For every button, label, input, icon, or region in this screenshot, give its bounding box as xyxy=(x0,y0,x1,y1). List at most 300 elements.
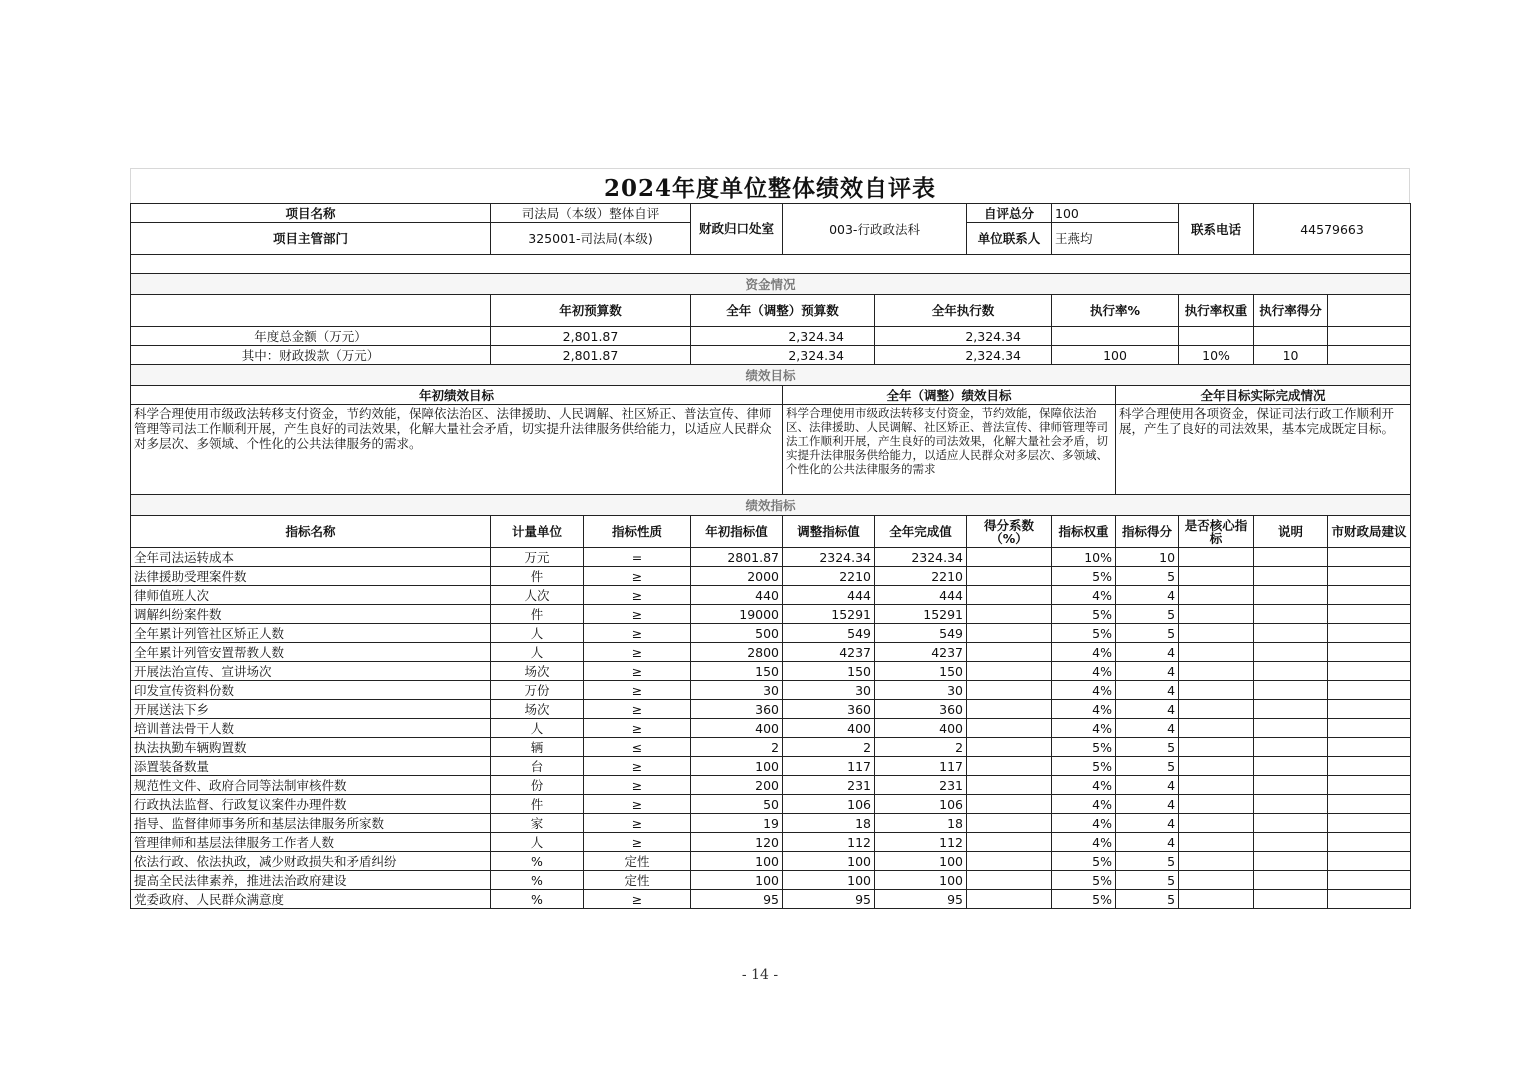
funds-header-score: 执行率得分 xyxy=(1254,295,1328,327)
indicator-unit: 人 xyxy=(491,719,584,738)
indicator-nature: ≥ xyxy=(584,586,691,605)
indicator-weight: 10% xyxy=(1052,548,1116,567)
indicator-row xyxy=(131,605,1411,624)
score-value: 100 xyxy=(1052,204,1179,223)
indicator-note xyxy=(1254,605,1328,624)
indicator-advice xyxy=(1328,738,1411,757)
indicator-adjusted: 15291 xyxy=(783,605,875,624)
indicator-adjusted: 117 xyxy=(783,757,875,776)
indicator-actual: 400 xyxy=(875,719,967,738)
ind-header-score: 指标得分 xyxy=(1116,516,1179,548)
indicator-adjusted: 2 xyxy=(783,738,875,757)
indicator-initial: 2800 xyxy=(691,643,783,662)
indicator-core xyxy=(1179,681,1254,700)
indicator-note xyxy=(1254,738,1328,757)
funds-section-row xyxy=(131,274,1411,295)
indicator-row xyxy=(131,567,1411,586)
indicator-unit: 万份 xyxy=(491,681,584,700)
indicator-row xyxy=(131,871,1411,890)
contact-label: 单位联系人 xyxy=(967,223,1052,255)
indicator-score: 5 xyxy=(1116,567,1179,586)
indicator-initial: 100 xyxy=(691,757,783,776)
funds-score xyxy=(1254,327,1328,346)
funds-header-executed: 全年执行数 xyxy=(875,295,1052,327)
ind-header-note: 说明 xyxy=(1254,516,1328,548)
indicator-weight: 5% xyxy=(1052,890,1116,909)
indicator-weight: 4% xyxy=(1052,700,1116,719)
indicator-coef xyxy=(967,700,1052,719)
indicator-score: 5 xyxy=(1116,624,1179,643)
goals-section-title: 绩效目标 xyxy=(131,365,1411,386)
indicator-nature: ≥ xyxy=(584,700,691,719)
indicator-nature: ≥ xyxy=(584,776,691,795)
indicator-initial: 100 xyxy=(691,871,783,890)
indicator-name: 依法行政、依法执政，减少财政损失和矛盾纠纷 xyxy=(131,852,491,871)
indicator-weight: 4% xyxy=(1052,814,1116,833)
indicator-name: 添置装备数量 xyxy=(131,757,491,776)
indicator-actual: 117 xyxy=(875,757,967,776)
indicator-weight: 5% xyxy=(1052,852,1116,871)
main-table xyxy=(130,203,1411,909)
indicator-weight: 5% xyxy=(1052,871,1116,890)
funds-initial: 2,801.87 xyxy=(491,346,691,365)
indicator-weight: 5% xyxy=(1052,605,1116,624)
indicator-row xyxy=(131,719,1411,738)
indicator-actual: 4237 xyxy=(875,643,967,662)
project-name-value: 司法局（本级）整体自评 xyxy=(491,204,691,223)
indicator-weight: 4% xyxy=(1052,681,1116,700)
indicator-actual: 30 xyxy=(875,681,967,700)
indicator-name: 法律援助受理案件数 xyxy=(131,567,491,586)
indicator-note xyxy=(1254,814,1328,833)
indicator-coef xyxy=(967,814,1052,833)
indicator-nature: ≥ xyxy=(584,795,691,814)
indicator-core xyxy=(1179,719,1254,738)
indicator-core xyxy=(1179,833,1254,852)
indicator-unit: % xyxy=(491,871,584,890)
indicator-score: 4 xyxy=(1116,795,1179,814)
indicator-core xyxy=(1179,757,1254,776)
indicator-name: 培训普法骨干人数 xyxy=(131,719,491,738)
indicator-adjusted: 95 xyxy=(783,890,875,909)
funds-adjusted: 2,324.34 xyxy=(691,346,875,365)
indicator-adjusted: 100 xyxy=(783,852,875,871)
indicator-note xyxy=(1254,586,1328,605)
ind-header-coef: 得分系数（%） xyxy=(967,516,1052,548)
indicator-nature: ≥ xyxy=(584,567,691,586)
indicator-name: 行政执法监督、行政复议案件办理件数 xyxy=(131,795,491,814)
indicator-row xyxy=(131,852,1411,871)
indicator-score: 4 xyxy=(1116,833,1179,852)
indicator-score: 10 xyxy=(1116,548,1179,567)
finance-office-label: 财政归口处室 xyxy=(691,204,783,255)
finance-office-value: 003-行政政法科 xyxy=(783,204,967,255)
indicator-initial: 120 xyxy=(691,833,783,852)
indicator-initial: 440 xyxy=(691,586,783,605)
indicator-unit: 场次 xyxy=(491,662,584,681)
indicator-note xyxy=(1254,757,1328,776)
indicator-actual: 112 xyxy=(875,833,967,852)
funds-end xyxy=(1328,346,1411,365)
indicator-weight: 4% xyxy=(1052,719,1116,738)
indicator-score: 5 xyxy=(1116,890,1179,909)
indicator-core xyxy=(1179,605,1254,624)
indicator-row xyxy=(131,548,1411,567)
indicator-core xyxy=(1179,871,1254,890)
indicator-weight: 4% xyxy=(1052,662,1116,681)
indicator-unit: 件 xyxy=(491,567,584,586)
indicator-unit: 场次 xyxy=(491,700,584,719)
indicator-coef xyxy=(967,681,1052,700)
dept-label: 项目主管部门 xyxy=(131,223,491,255)
phone-label: 联系电话 xyxy=(1179,204,1254,255)
indicator-advice xyxy=(1328,776,1411,795)
indicator-note xyxy=(1254,624,1328,643)
indicator-nature: ≥ xyxy=(584,890,691,909)
funds-weight: 10% xyxy=(1179,346,1254,365)
indicator-row xyxy=(131,643,1411,662)
phone-value: 44579663 xyxy=(1254,204,1411,255)
indicator-name: 律师值班人次 xyxy=(131,586,491,605)
indicator-nature: ≥ xyxy=(584,643,691,662)
indicator-unit: 人 xyxy=(491,833,584,852)
ind-header-initial: 年初指标值 xyxy=(691,516,783,548)
indicator-initial: 200 xyxy=(691,776,783,795)
indicator-core xyxy=(1179,852,1254,871)
indicator-unit: 人次 xyxy=(491,586,584,605)
indicator-coef xyxy=(967,852,1052,871)
indicator-note xyxy=(1254,871,1328,890)
indicator-nature: = xyxy=(584,548,691,567)
indicator-nature: ≥ xyxy=(584,605,691,624)
indicator-weight: 4% xyxy=(1052,776,1116,795)
indicator-nature: ≥ xyxy=(584,624,691,643)
indicator-weight: 4% xyxy=(1052,586,1116,605)
indicator-advice xyxy=(1328,757,1411,776)
indicator-core xyxy=(1179,814,1254,833)
ind-header-actual: 全年完成值 xyxy=(875,516,967,548)
indicator-adjusted: 444 xyxy=(783,586,875,605)
indicator-core xyxy=(1179,700,1254,719)
ind-header-adjusted: 调整指标值 xyxy=(783,516,875,548)
indicator-actual: 2 xyxy=(875,738,967,757)
indicator-note xyxy=(1254,548,1328,567)
indicator-coef xyxy=(967,757,1052,776)
indicator-row xyxy=(131,738,1411,757)
indicator-nature: ≥ xyxy=(584,662,691,681)
indicator-unit: 家 xyxy=(491,814,584,833)
page-number: - 14 - xyxy=(741,967,779,983)
funds-adjusted: 2,324.34 xyxy=(691,327,875,346)
indicator-row xyxy=(131,890,1411,909)
funds-label: 年度总金额（万元） xyxy=(131,327,491,346)
indicator-adjusted: 360 xyxy=(783,700,875,719)
dept-value: 325001-司法局(本级) xyxy=(491,223,691,255)
indicator-adjusted: 4237 xyxy=(783,643,875,662)
indicator-core xyxy=(1179,662,1254,681)
indicator-score: 5 xyxy=(1116,738,1179,757)
indicator-advice xyxy=(1328,890,1411,909)
indicator-note xyxy=(1254,700,1328,719)
indicator-core xyxy=(1179,795,1254,814)
indicator-initial: 360 xyxy=(691,700,783,719)
indicator-coef xyxy=(967,605,1052,624)
indicator-weight: 5% xyxy=(1052,624,1116,643)
indicator-advice xyxy=(1328,681,1411,700)
indicator-adjusted: 2324.34 xyxy=(783,548,875,567)
funds-header-end xyxy=(1328,295,1411,327)
indicator-initial: 400 xyxy=(691,719,783,738)
indicator-initial: 50 xyxy=(691,795,783,814)
indicator-row xyxy=(131,700,1411,719)
ind-header-advice: 市财政局建议 xyxy=(1328,516,1411,548)
funds-score: 10 xyxy=(1254,346,1328,365)
funds-row xyxy=(131,346,1411,365)
indicator-adjusted: 150 xyxy=(783,662,875,681)
contact-value: 王燕均 xyxy=(1052,223,1179,255)
goals-content-row xyxy=(131,405,1411,495)
indicator-row xyxy=(131,776,1411,795)
funds-weight xyxy=(1179,327,1254,346)
funds-initial: 2,801.87 xyxy=(491,327,691,346)
indicator-core xyxy=(1179,738,1254,757)
indicator-actual: 2324.34 xyxy=(875,548,967,567)
indicator-weight: 5% xyxy=(1052,567,1116,586)
indicator-row xyxy=(131,757,1411,776)
indicator-coef xyxy=(967,586,1052,605)
goals-header-row xyxy=(131,386,1411,405)
indicator-initial: 500 xyxy=(691,624,783,643)
indicator-coef xyxy=(967,548,1052,567)
goals-header-adjusted: 全年（调整）绩效目标 xyxy=(783,386,1116,405)
indicator-core xyxy=(1179,890,1254,909)
indicator-initial: 95 xyxy=(691,890,783,909)
indicator-actual: 2210 xyxy=(875,567,967,586)
indicator-row xyxy=(131,814,1411,833)
indicator-coef xyxy=(967,776,1052,795)
indicator-note xyxy=(1254,890,1328,909)
indicators-section-row xyxy=(131,495,1411,516)
indicator-initial: 2000 xyxy=(691,567,783,586)
indicator-actual: 231 xyxy=(875,776,967,795)
indicator-unit: 件 xyxy=(491,605,584,624)
indicator-name: 全年累计列管社区矫正人数 xyxy=(131,624,491,643)
indicator-name: 开展送法下乡 xyxy=(131,700,491,719)
indicator-coef xyxy=(967,662,1052,681)
indicator-weight: 4% xyxy=(1052,795,1116,814)
indicator-advice xyxy=(1328,795,1411,814)
indicator-weight: 5% xyxy=(1052,757,1116,776)
indicator-note xyxy=(1254,852,1328,871)
indicator-coef xyxy=(967,738,1052,757)
indicator-core xyxy=(1179,776,1254,795)
indicator-score: 4 xyxy=(1116,681,1179,700)
indicator-core xyxy=(1179,643,1254,662)
indicator-advice xyxy=(1328,719,1411,738)
indicator-weight: 4% xyxy=(1052,643,1116,662)
indicator-actual: 444 xyxy=(875,586,967,605)
indicator-weight: 4% xyxy=(1052,833,1116,852)
indicator-actual: 549 xyxy=(875,624,967,643)
funds-end xyxy=(1328,327,1411,346)
indicator-nature: ≥ xyxy=(584,757,691,776)
indicator-actual: 95 xyxy=(875,890,967,909)
indicator-adjusted: 231 xyxy=(783,776,875,795)
ind-header-nature: 指标性质 xyxy=(584,516,691,548)
indicator-score: 4 xyxy=(1116,643,1179,662)
indicator-unit: 万元 xyxy=(491,548,584,567)
indicator-core xyxy=(1179,624,1254,643)
indicator-coef xyxy=(967,624,1052,643)
indicator-initial: 30 xyxy=(691,681,783,700)
indicator-name: 执法执勤车辆购置数 xyxy=(131,738,491,757)
funds-executed: 2,324.34 xyxy=(875,327,1052,346)
indicator-nature: ≥ xyxy=(584,833,691,852)
indicator-advice xyxy=(1328,605,1411,624)
funds-header-row xyxy=(131,295,1411,327)
indicator-initial: 2801.87 xyxy=(691,548,783,567)
indicator-adjusted: 30 xyxy=(783,681,875,700)
indicator-initial: 19 xyxy=(691,814,783,833)
indicator-actual: 100 xyxy=(875,871,967,890)
goals-header-actual: 全年目标实际完成情况 xyxy=(1116,386,1411,405)
indicator-actual: 106 xyxy=(875,795,967,814)
indicator-advice xyxy=(1328,814,1411,833)
indicator-coef xyxy=(967,871,1052,890)
indicator-unit: 台 xyxy=(491,757,584,776)
indicator-advice xyxy=(1328,833,1411,852)
funds-rate xyxy=(1052,327,1179,346)
indicator-advice xyxy=(1328,643,1411,662)
indicator-advice xyxy=(1328,662,1411,681)
indicator-unit: 人 xyxy=(491,624,584,643)
indicator-name: 管理律师和基层法律服务工作者人数 xyxy=(131,833,491,852)
indicators-section-title: 绩效指标 xyxy=(131,495,1411,516)
indicator-score: 5 xyxy=(1116,757,1179,776)
indicator-name: 指导、监督律师事务所和基层法律服务所家数 xyxy=(131,814,491,833)
indicator-initial: 19000 xyxy=(691,605,783,624)
indicator-row xyxy=(131,833,1411,852)
page-title: 2024年度单位整体绩效自评表 xyxy=(603,174,936,202)
indicator-adjusted: 100 xyxy=(783,871,875,890)
spacer-row xyxy=(131,255,1411,274)
indicator-note xyxy=(1254,833,1328,852)
indicator-name: 提高全民法律素养，推进法治政府建设 xyxy=(131,871,491,890)
funds-header-rate: 执行率% xyxy=(1052,295,1179,327)
indicator-name: 开展法治宣传、宣讲场次 xyxy=(131,662,491,681)
indicator-score: 5 xyxy=(1116,605,1179,624)
indicator-note xyxy=(1254,795,1328,814)
indicator-core xyxy=(1179,548,1254,567)
evaluation-sheet xyxy=(130,168,1410,909)
indicator-nature: ≥ xyxy=(584,681,691,700)
indicator-actual: 150 xyxy=(875,662,967,681)
indicator-adjusted: 112 xyxy=(783,833,875,852)
indicator-actual: 360 xyxy=(875,700,967,719)
ind-header-weight: 指标权重 xyxy=(1052,516,1116,548)
indicator-adjusted: 18 xyxy=(783,814,875,833)
goals-initial-text: 科学合理使用市级政法转移支付资金，节约效能，保障依法治区、法律援助、人民调解、社区矫正、普法宣传、律师管理等司法工作顺利开展，产生良好的司法效果，化解大量社会矛盾，切实提升法律服务供给能力，以适应人民群众对多层次、多领域、个性化的公共法律服务的需求。 xyxy=(131,405,783,495)
indicator-unit: 份 xyxy=(491,776,584,795)
indicator-name: 印发宣传资料份数 xyxy=(131,681,491,700)
funds-header-blank xyxy=(131,295,491,327)
indicator-advice xyxy=(1328,548,1411,567)
score-label: 自评总分 xyxy=(967,204,1052,223)
indicator-name: 党委政府、人民群众满意度 xyxy=(131,890,491,909)
indicator-actual: 15291 xyxy=(875,605,967,624)
indicator-adjusted: 106 xyxy=(783,795,875,814)
indicator-row xyxy=(131,624,1411,643)
indicator-note xyxy=(1254,719,1328,738)
indicator-adjusted: 2210 xyxy=(783,567,875,586)
indicator-advice xyxy=(1328,586,1411,605)
ind-header-unit: 计量单位 xyxy=(491,516,584,548)
indicator-unit: 人 xyxy=(491,643,584,662)
funds-label: 其中：财政拨款（万元） xyxy=(131,346,491,365)
indicator-advice xyxy=(1328,567,1411,586)
indicator-name: 规范性文件、政府合同等法制审核件数 xyxy=(131,776,491,795)
indicator-unit: % xyxy=(491,890,584,909)
indicator-actual: 100 xyxy=(875,852,967,871)
indicator-name: 全年累计列管安置帮教人数 xyxy=(131,643,491,662)
ind-header-name: 指标名称 xyxy=(131,516,491,548)
indicator-score: 5 xyxy=(1116,871,1179,890)
funds-section-title: 资金情况 xyxy=(131,274,1411,295)
goals-section-row xyxy=(131,365,1411,386)
indicator-note xyxy=(1254,567,1328,586)
ind-header-core: 是否核心指标 xyxy=(1179,516,1254,548)
indicator-row xyxy=(131,681,1411,700)
indicator-advice xyxy=(1328,700,1411,719)
indicator-coef xyxy=(967,833,1052,852)
indicator-note xyxy=(1254,776,1328,795)
goals-header-initial: 年初绩效目标 xyxy=(131,386,783,405)
indicator-coef xyxy=(967,643,1052,662)
indicator-coef xyxy=(967,795,1052,814)
funds-header-adjusted: 全年（调整）预算数 xyxy=(691,295,875,327)
indicator-initial: 150 xyxy=(691,662,783,681)
indicator-coef xyxy=(967,719,1052,738)
indicator-nature: 定性 xyxy=(584,852,691,871)
indicator-name: 调解纠纷案件数 xyxy=(131,605,491,624)
funds-row xyxy=(131,327,1411,346)
indicator-nature: ≥ xyxy=(584,719,691,738)
goals-actual-text: 科学合理使用各项资金，保证司法行政工作顺利开展，产生了良好的司法效果，基本完成既定目标。 xyxy=(1116,405,1411,495)
indicator-score: 4 xyxy=(1116,662,1179,681)
indicator-advice xyxy=(1328,871,1411,890)
indicator-score: 4 xyxy=(1116,776,1179,795)
indicator-unit: % xyxy=(491,852,584,871)
funds-header-initial: 年初预算数 xyxy=(491,295,691,327)
title-row xyxy=(130,168,1410,203)
indicator-nature: ≤ xyxy=(584,738,691,757)
project-name-label: 项目名称 xyxy=(131,204,491,223)
indicator-advice xyxy=(1328,852,1411,871)
indicator-score: 4 xyxy=(1116,814,1179,833)
indicator-initial: 2 xyxy=(691,738,783,757)
indicator-unit: 件 xyxy=(491,795,584,814)
indicator-name: 全年司法运转成本 xyxy=(131,548,491,567)
indicator-unit: 辆 xyxy=(491,738,584,757)
indicator-weight: 5% xyxy=(1052,738,1116,757)
indicator-note xyxy=(1254,681,1328,700)
indicator-advice xyxy=(1328,624,1411,643)
indicator-score: 4 xyxy=(1116,700,1179,719)
indicator-row xyxy=(131,586,1411,605)
indicator-score: 4 xyxy=(1116,719,1179,738)
indicator-score: 4 xyxy=(1116,586,1179,605)
indicator-actual: 18 xyxy=(875,814,967,833)
